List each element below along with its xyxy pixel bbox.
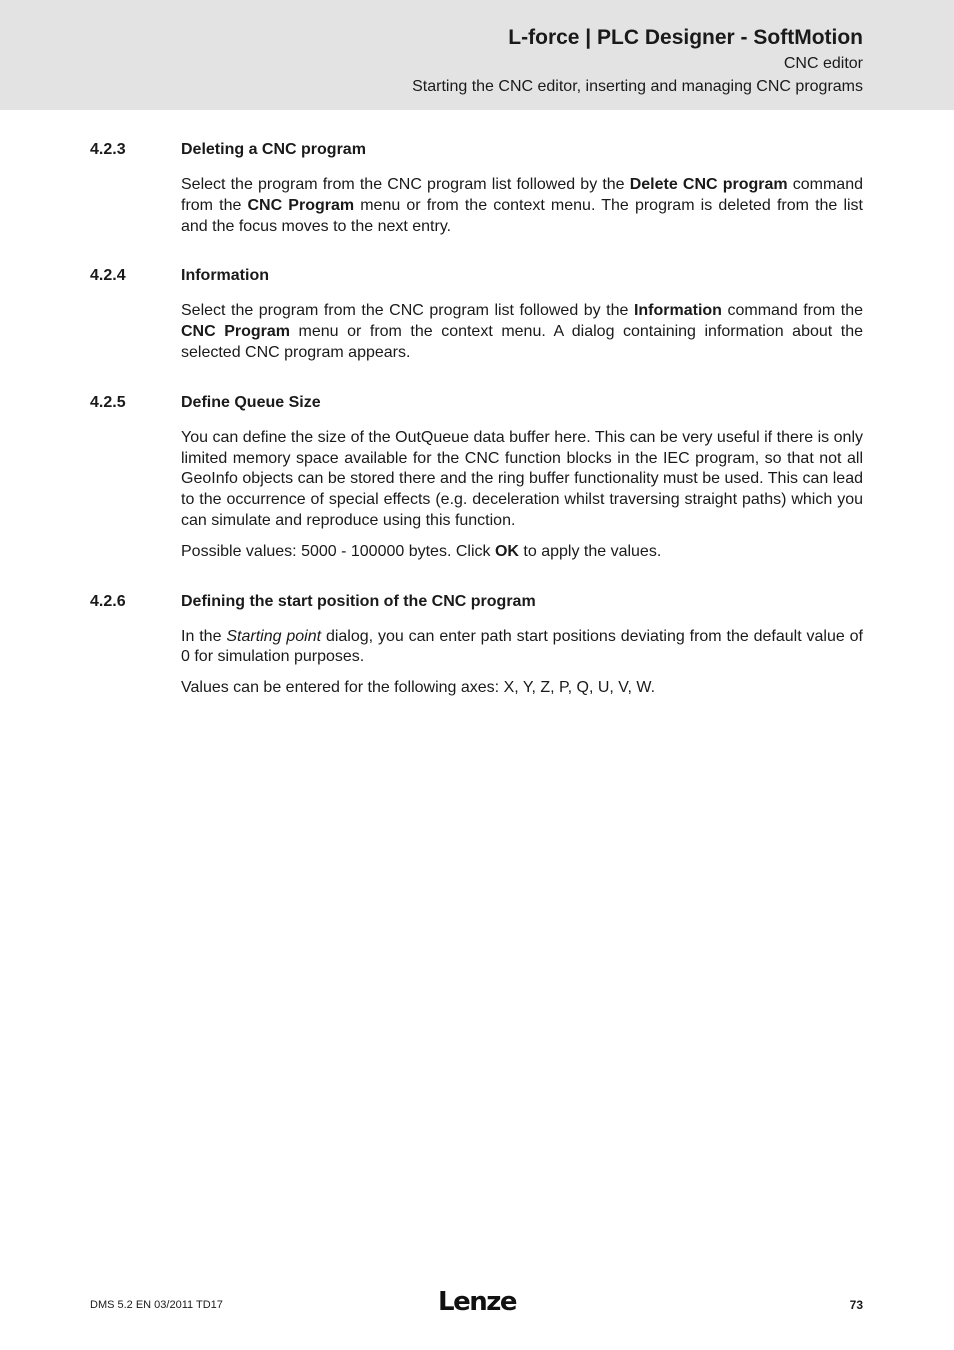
section-number: 4.2.5 <box>90 393 126 411</box>
header-title: L-force | PLC Designer - SoftMotion <box>508 26 863 49</box>
section-4-2-5 <box>90 394 863 563</box>
text-run: dialog, you can enter path start positions deviating from the default value of 0 for simulation purposes. <box>181 627 864 666</box>
text-run: In the <box>181 627 227 645</box>
text-run: command from the <box>721 302 863 320</box>
page-number: 73 <box>849 1298 863 1312</box>
section-heading <box>90 267 863 285</box>
section-title: Information <box>181 267 269 285</box>
lenze-logo: Lenze <box>438 1287 516 1317</box>
paragraph <box>181 301 863 363</box>
bold-term: CNC Program <box>247 196 355 214</box>
bold-term: Delete CNC program <box>629 176 788 193</box>
footer-doc-id: DMS 5.2 EN 03/2011 TD17 <box>90 1299 223 1311</box>
paragraph <box>181 542 863 563</box>
text-run: Select the program from the CNC program list followed by the <box>181 302 634 320</box>
section-heading <box>90 593 863 611</box>
text-run: Values can be entered for the following axes: X, Y, Z, P, Q, U, V, W. <box>181 679 656 697</box>
section-title: Define Queue Size <box>181 393 321 411</box>
section-heading <box>90 394 863 412</box>
bold-term: OK <box>494 542 519 560</box>
section-title: Deleting a CNC program <box>181 141 366 158</box>
page-header <box>0 0 954 110</box>
text-run: You can define the size of the OutQueue data buffer here. This can be very useful if there is only limited memory space available for the CNC function blocks in the IEC program, so that not all GeoInfo objects can be stored there and the ring buffer functionality must be used. This can lead to the occurrence of special effects (e.g. deceleration whilst traversing straight paths) which you can simulate and reproduce using this function. <box>181 428 863 529</box>
bold-term: Information <box>633 302 722 320</box>
text-run: command from the <box>181 176 863 214</box>
text-run: to apply the values. <box>518 542 662 560</box>
italic-term: Starting point <box>226 627 322 645</box>
text-run: menu or from the context menu. The program is deleted from the list and the focus moves to the next entry. <box>181 196 863 235</box>
paragraph <box>181 175 863 237</box>
section-heading <box>90 141 863 159</box>
text-run: Select the program from the CNC program list followed by the <box>181 176 630 193</box>
section-title: Defining the start position of the CNC program <box>181 592 536 610</box>
header-section: Starting the CNC editor, inserting and managing CNC programs <box>412 78 863 95</box>
section-number: 4.2.4 <box>90 267 126 285</box>
paragraph <box>181 428 863 532</box>
paragraph <box>181 627 863 669</box>
section-4-2-3 <box>90 141 863 237</box>
paragraph <box>181 678 863 699</box>
document-body <box>90 141 863 729</box>
text-run: Possible values: 5000 - 100000 bytes. Click <box>181 542 495 560</box>
header-chapter: CNC editor <box>783 55 863 72</box>
section-number: 4.2.6 <box>90 592 126 610</box>
text-run: menu or from the context menu. A dialog containing information about the selected CNC program appears. <box>181 323 863 361</box>
section-4-2-4 <box>90 267 863 363</box>
bold-term: CNC Program <box>181 323 290 341</box>
section-number: 4.2.3 <box>90 141 126 158</box>
section-4-2-6 <box>90 593 863 699</box>
